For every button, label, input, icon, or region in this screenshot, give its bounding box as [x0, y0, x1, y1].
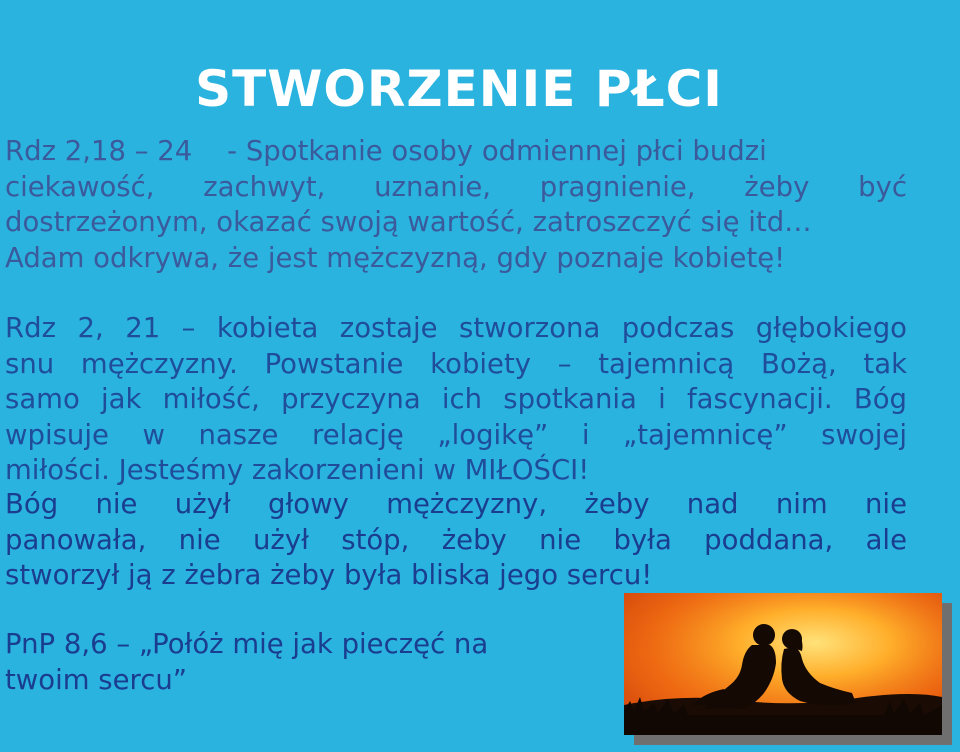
text-line: wpisuje w nasze relację „logikę” i „tajemnicę” swojej — [5, 418, 907, 451]
paragraph-pnp-8-6 — [5, 627, 565, 698]
text-line: snu mężczyzny. Powstanie kobiety – tajemnicą Bożą, tak — [5, 347, 907, 380]
text-line: twoim sercu” — [5, 663, 188, 696]
text-line: dostrzeżonym, okazać swoją wartość, zatroszczyć się itd… — [5, 206, 812, 238]
text-line: PnP 8,6 – „Połóż mię jak pieczęć na — [5, 628, 489, 660]
text-line: stworzył ją z żebra żeby była bliska jego sercu! — [5, 559, 653, 591]
paragraph-rdz-2-21 — [5, 311, 907, 489]
text-line: Rdz 2, 21 – kobieta zostaje stworzona podczas głębokiego — [5, 312, 907, 344]
couple-silhouette-photo — [624, 593, 942, 735]
slide-title: STWORZENIE PŁCI — [195, 60, 723, 118]
text-line: ciekawość, zachwyt, uznanie, pragnienie, żeby być — [5, 170, 907, 203]
text-line: samo jak miłość, przyczyna ich spotkania i fascynacji. Bóg — [5, 383, 907, 415]
couple-silhouette-image — [624, 593, 942, 735]
text-line: Rdz 2,18 – 24 - Spotkanie osoby odmiennej płci budzi — [5, 135, 767, 167]
text-line: Bóg nie użył głowy mężczyzny, żeby nad nim nie — [5, 488, 907, 520]
text-line: Adam odkrywa, że jest mężczyzną, gdy poznaje kobietę! — [5, 241, 786, 274]
text-line: miłości. Jesteśmy zakorzenieni w MIŁOŚCI! — [5, 454, 590, 486]
text-line: panowała, nie użył stóp, żeby nie była poddana, ale — [5, 523, 907, 556]
paragraph-rib — [5, 487, 907, 594]
paragraph-rdz-2-18 — [5, 134, 907, 276]
